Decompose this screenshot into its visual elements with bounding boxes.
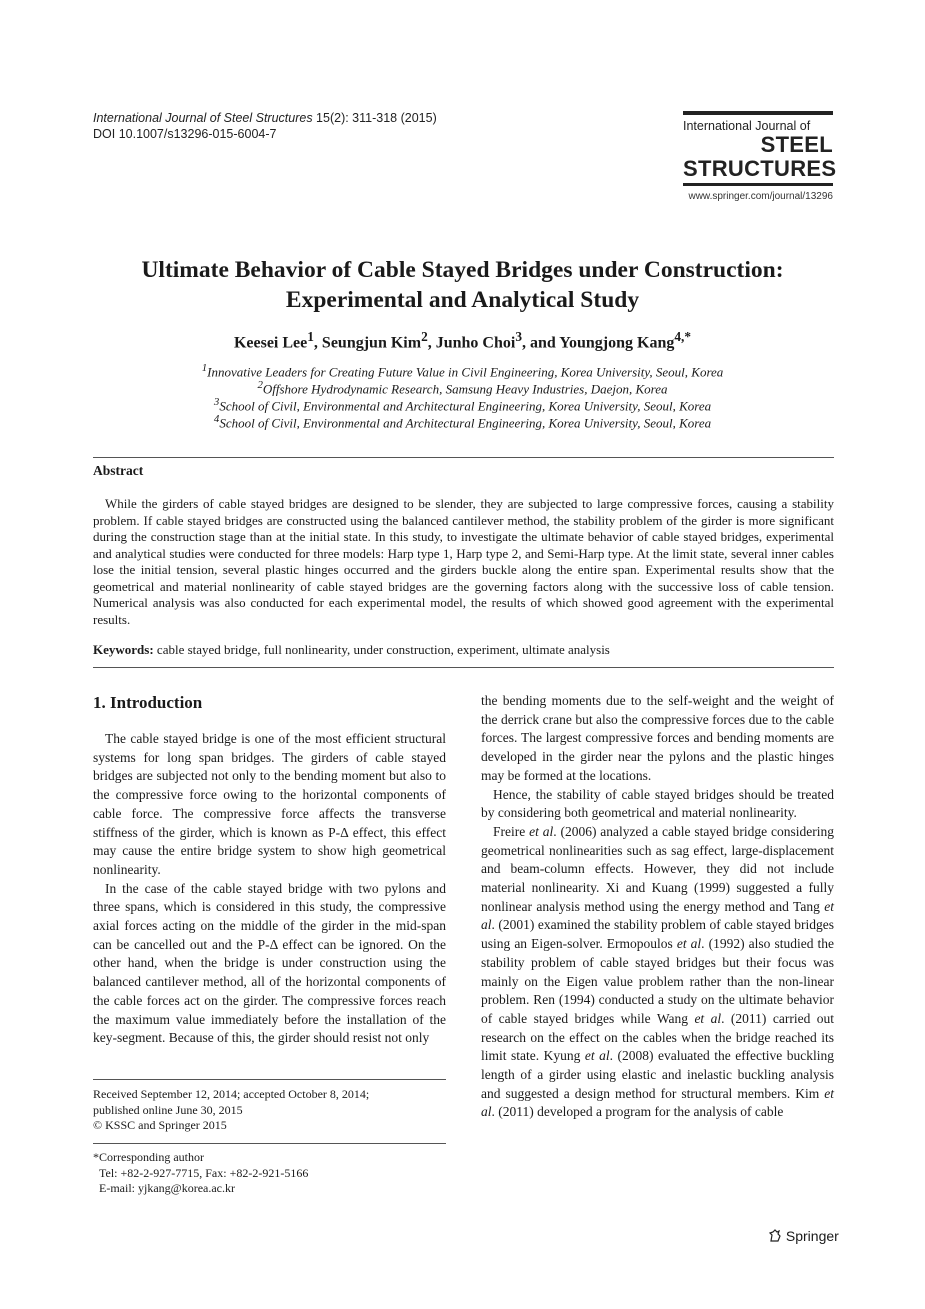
logo-url: www.springer.com/journal/13296 bbox=[688, 191, 833, 202]
author-name: Junho Choi bbox=[435, 334, 516, 352]
springer-logo bbox=[768, 1228, 839, 1244]
right-column bbox=[481, 692, 834, 1122]
divider bbox=[93, 457, 834, 458]
keywords bbox=[93, 642, 834, 658]
logo-title-line1: STEEL bbox=[760, 132, 833, 157]
affiliation: $^3$School of Civil, Environmental and Architectural Engineering, Korea University, Seoul, Korea bbox=[213, 396, 712, 414]
affiliation: $^1$Innovative Leaders for Creating Future Value in Civil Engineering, Korea University, Seoul, Korea bbox=[201, 362, 724, 380]
springer-horse-icon bbox=[768, 1229, 782, 1243]
springer-name: Springer bbox=[785, 1228, 839, 1244]
author-sup: 3 bbox=[515, 329, 522, 344]
author-name: Seungjun Kim bbox=[321, 334, 422, 352]
footnote-divider bbox=[93, 1079, 446, 1080]
paragraph: Freire et al. (2006) analyzed a cable stayed bridge considering geometrical nonlinearities such as sag effect, large-displacement and beam-column effects. However, they did not include material nonlinearity. Xi and Kuang (1999) suggested a fully nonlinear analysis method using the energy method and Tang et al. (2001) examined the stability problem of cable stayed bridges using an Eigen-solver. Ermopoulos et al. (1992) also studied the stability problem of cable stayed bridges but their focus was mainly on the Eigen value problem rather than the non-linear problem. Ren (1994) conducted a study on the ultimate behavior of cable stayed bridges while Wang et al. (2011) carried out research on the effect on the cables when the bridge reached its limit state. Kyung et al. (2008) evaluated the effective buckling length of a girder using elastic and inelastic buckling analysis and suggested a design method for structural members. Kim et al. (2011) developed a program for the analysis of cable bbox=[481, 823, 835, 1120]
journal-logo bbox=[683, 111, 837, 202]
paper-title bbox=[60, 255, 865, 315]
abstract-text: While the girders of cable stayed bridges are designed to be slender, they are subjected to large compressive forces, causing a stability problem. If cable stayed bridges are constructed using the balanced cantilever method, the stability problem of the girder is more significant during the construction stage than at the initial state. In this study, to investigate the ultimate behavior of cable stayed bridges, experimental and analytical studies were conducted for three models: Harp type 1, Harp type 2, and Semi-Harp type. At the limit state, several inner cables lose the initial tension, several plastic hinges occurred and the girders buckle along the entire span. Experimental results show that the geometrical and material nonlinearity of cable stayed bridges are the governing factors along with the successive loss of cable tension. Numerical analysis was also conducted for each experimental model, the results of which showed good agreement with the experimental results. bbox=[93, 496, 834, 627]
author-name: Keesei Lee bbox=[233, 334, 308, 352]
author-list: Keesei Lee$^1$, Seungjun Kim$^2$, Junho Choi$^3$, and Youngjong Kang$^{4,*}$ bbox=[233, 329, 692, 352]
corresponding-note: *Corresponding author Tel: +82-2-927-7715, Fax: +82-2-921-5166 E-mail: yjkang@korea.ac.kr bbox=[93, 1150, 309, 1195]
author-sup: 4,* bbox=[674, 329, 692, 344]
author-name: Youngjong Kang bbox=[559, 334, 675, 352]
journal-citation bbox=[93, 110, 437, 126]
affiliation: $^2$Offshore Hydrodynamic Research, Samsung Heavy Industries, Daejon, Korea bbox=[257, 379, 668, 397]
footnote-divider bbox=[93, 1143, 446, 1144]
keywords-label: Keywords: bbox=[93, 642, 154, 657]
paragraph: In the case of the cable stayed bridge with two pylons and three spans, which is considered in this study, the compressive axial forces acting on the middle of the girder in the mid-span can be cancelled out and the P-Δ effect can be ignored. On the other hand, when the bridge is under construction using the balanced cantilever method, all of the horizontal components of the cable forces act on the girder. The compressive forces reach the maximum value immediately before the installation of the key-segment. Because of this, the girder should resist not only bbox=[93, 880, 446, 1046]
logo-title-line2: STRUCTURES bbox=[683, 156, 837, 181]
doi: DOI 10.1007/s13296-015-6004-7 bbox=[93, 127, 277, 141]
logo-top-rule bbox=[683, 111, 833, 115]
title-line-1: Ultimate Behavior of Cable Stayed Bridges under Construction: bbox=[141, 257, 784, 283]
section-heading: 1. Introduction bbox=[93, 693, 203, 712]
journal-volume: 15(2): 311-318 (2015) bbox=[312, 111, 437, 125]
paragraph: Hence, the stability of cable stayed bridges should be treated by considering both geometrical and material nonlinearity. bbox=[481, 786, 834, 821]
logo-subtitle: International Journal of bbox=[683, 119, 811, 133]
author-sup: 1 bbox=[307, 329, 314, 344]
left-column bbox=[93, 730, 446, 1048]
logo-bottom-rule bbox=[683, 183, 833, 186]
affiliation: $^4$School of Civil, Environmental and Architectural Engineering, Korea University, Seoul, Korea bbox=[213, 413, 712, 431]
paragraph: The cable stayed bridge is one of the most efficient structural systems for long span bridges. The girders of cable stayed bridges are subjected not only to the bending moment but also to the compressive force owing to the horizontal components of cable force. The compressive force affects the transverse stiffness of the girder, which is known as P-Δ effect, this effect may cause the entire bridge system to show high geometrical nonlinearity. bbox=[93, 731, 446, 877]
author-sup: 2 bbox=[421, 329, 428, 344]
keywords-text: cable stayed bridge, full nonlinearity, under construction, experiment, ultimate analysis bbox=[153, 642, 610, 657]
divider bbox=[93, 667, 834, 668]
title-line-2: Experimental and Analytical Study bbox=[285, 287, 640, 313]
journal-name: International Journal of Steel Structures bbox=[93, 111, 313, 125]
received-note: Received September 12, 2014; accepted October 8, 2014; published online June 30, 2015 © KSSC and Springer 2015 bbox=[93, 1087, 370, 1132]
abstract-heading: Abstract bbox=[93, 463, 144, 478]
paragraph: the bending moments due to the self-weight and the weight of the derrick crane but also the compressive forces due to the cable forces. The largest compressive forces and bending moments are developed in the girder near the pylons and the plastic hinges may be formed at the locations. bbox=[481, 693, 834, 783]
